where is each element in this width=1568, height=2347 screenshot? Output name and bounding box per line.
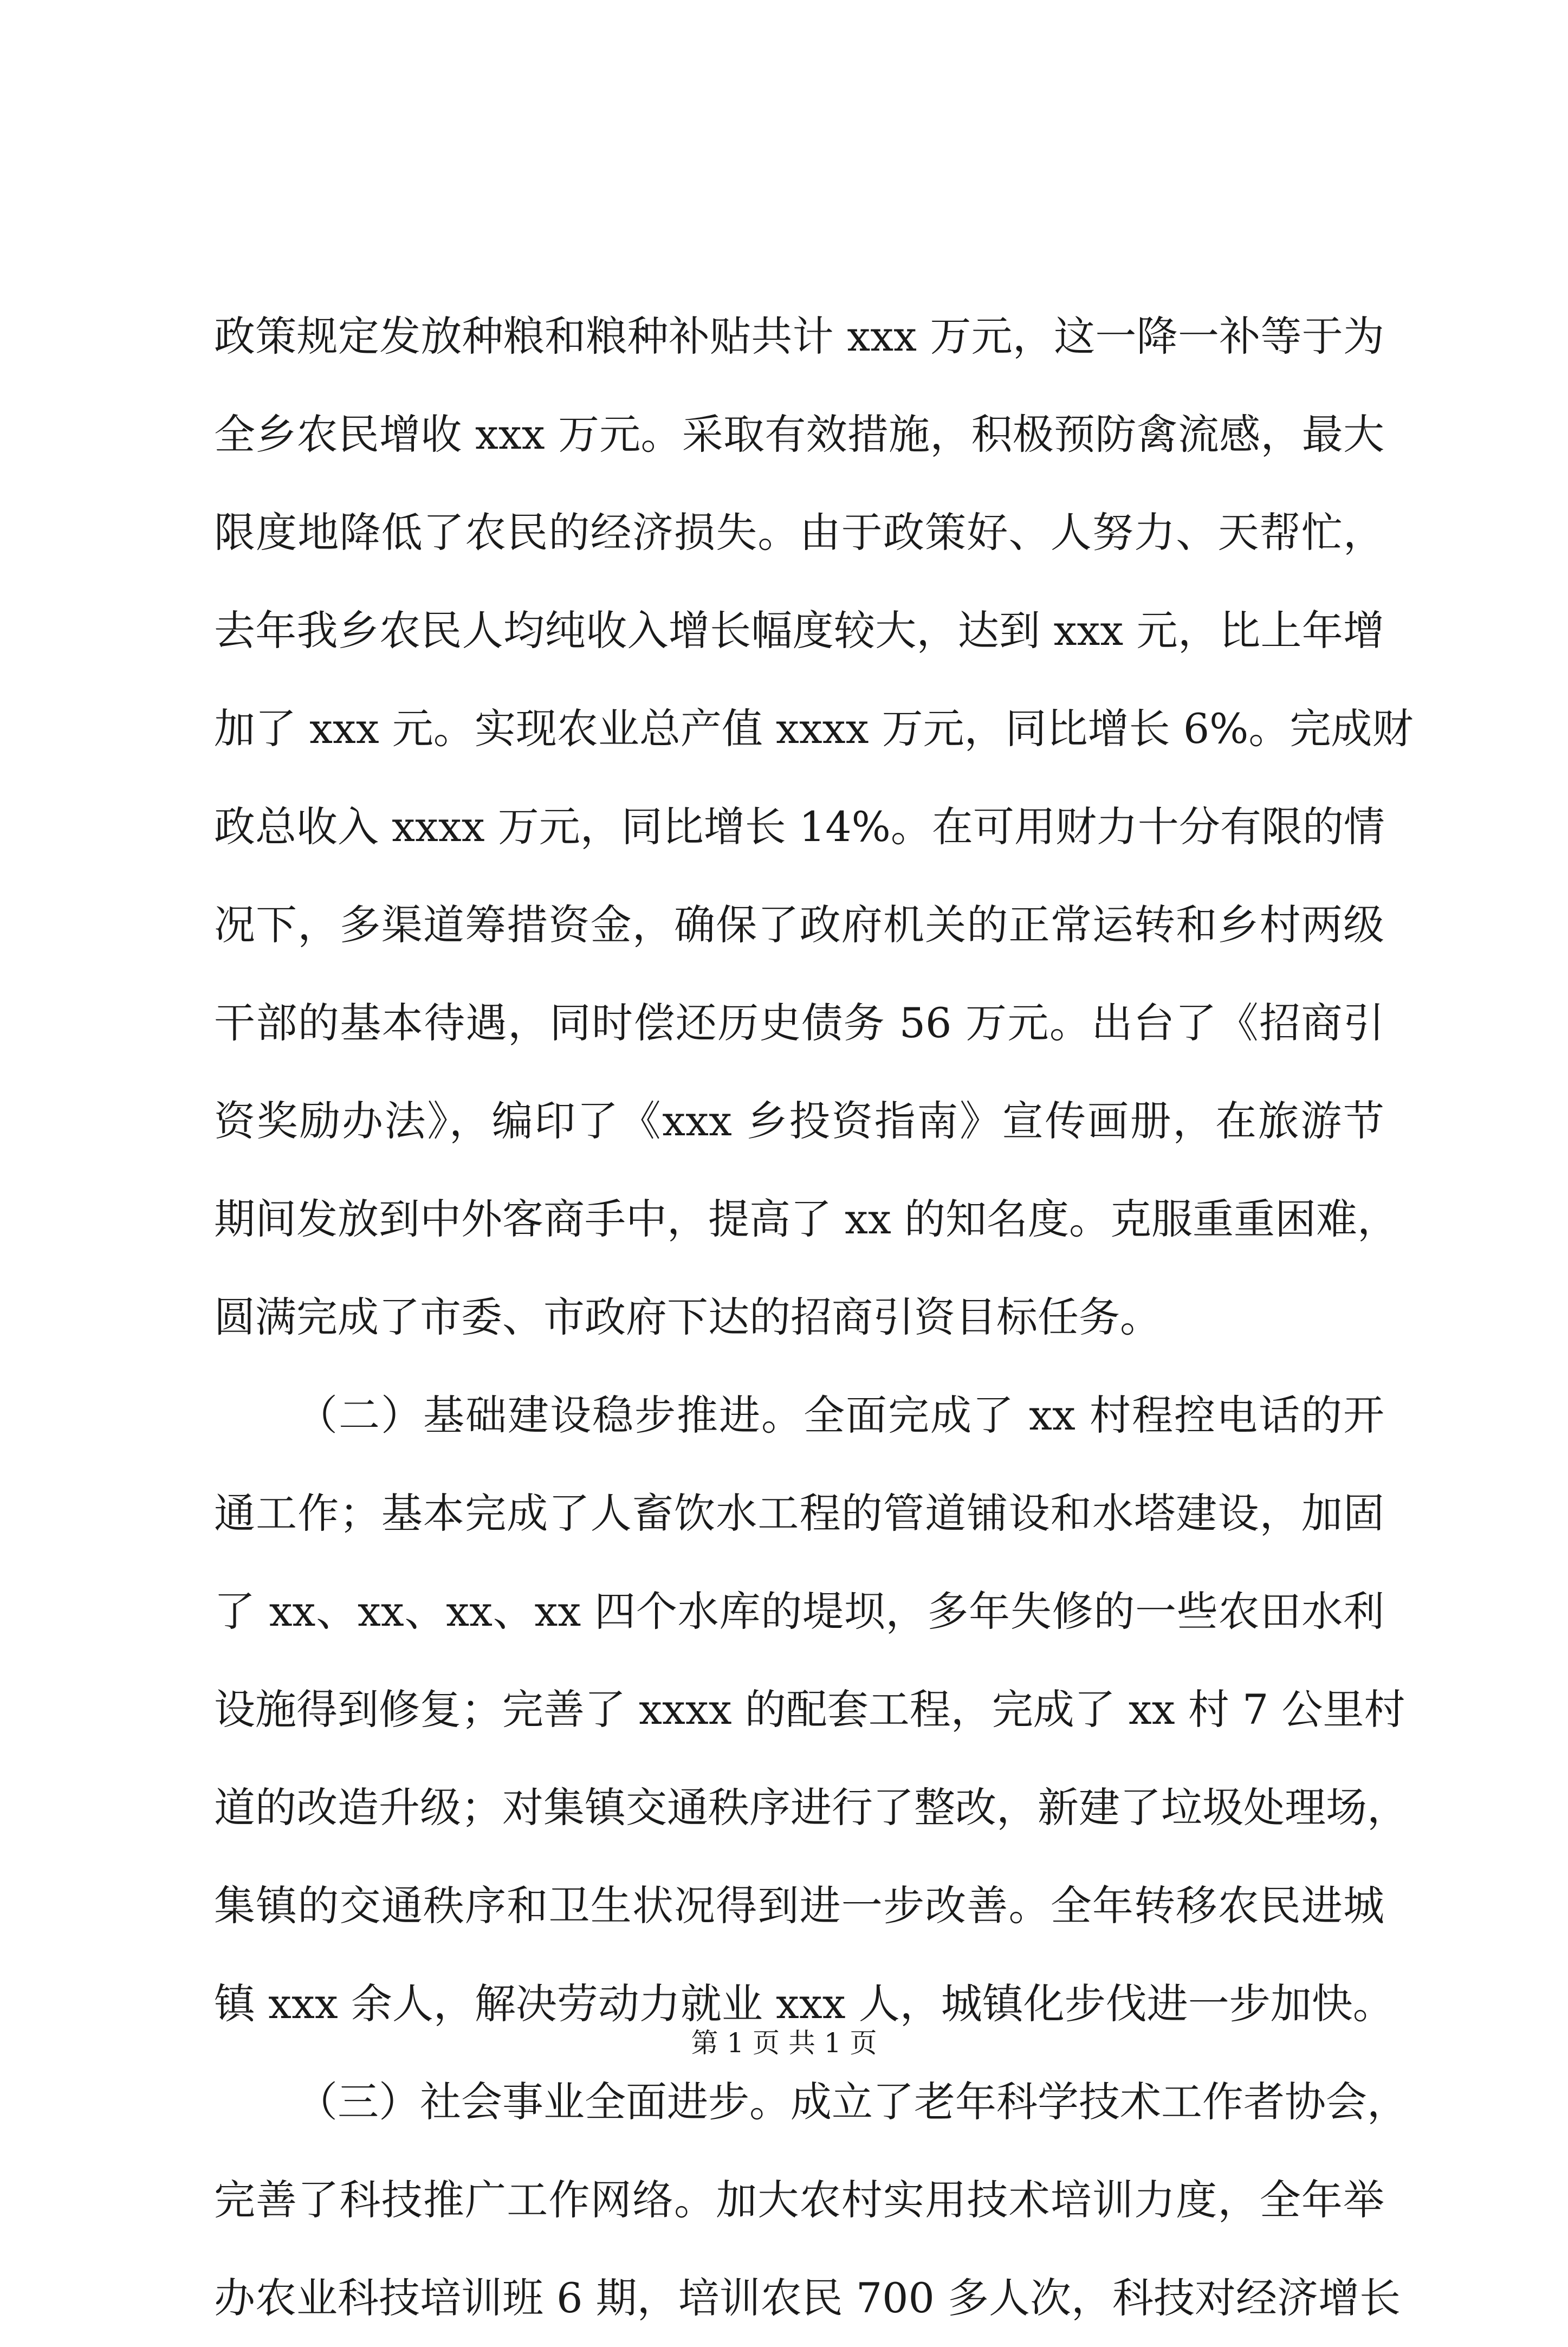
- paragraph-1-line: 限度地降低了农民的经济损失。由于政策好、人努力、天帮忙，: [214, 508, 1384, 557]
- paragraph-1-line: 加了 xxx 元。实现农业总产值 xxxx 万元，同比增长 6%。完成财: [214, 704, 1414, 753]
- paragraph-1-line: 全乡农民增收 xxx 万元。采取有效措施，积极预防禽流感，最大: [214, 410, 1384, 458]
- page-footer: 第 1 页 共 1 页: [691, 2027, 877, 2059]
- paragraph-2-line: 镇 xxx 余人，解决劳动力就业 xxx 人，城镇化步伐进一步加快。: [214, 1980, 1394, 2028]
- paragraph-1-line: 圆满完成了市委、市政府下达的招商引资目标任务。: [214, 1293, 1161, 1341]
- paragraph-1-line: 况下，多渠道筹措资金，确保了政府机关的正常运转和乡村两级: [214, 901, 1384, 949]
- paragraph-1-line: 政策规定发放种粮和粮种补贴共计 xxx 万元，这一降一补等于为: [214, 312, 1384, 360]
- paragraph-2-line: （二）基础建设稳步推进。全面完成了 xx 村程控电话的开: [296, 1391, 1384, 1439]
- paragraph-2-line: 了 xx、xx、xx、xx 四个水库的堤坝，多年失修的一些农田水利: [214, 1587, 1384, 1635]
- paragraph-3-line: 完善了科技推广工作网络。加大农村实用技术培训力度，全年举: [214, 2176, 1384, 2224]
- paragraph-1-line: 政总收入 xxxx 万元，同比增长 14%。在可用财力十分有限的情: [214, 803, 1385, 851]
- paragraph-1-line: 期间发放到中外客商手中，提高了 xx 的知名度。克服重重困难，: [214, 1195, 1399, 1243]
- paragraph-2-line: 通工作；基本完成了人畜饮水工程的管道铺设和水塔建设，加固: [214, 1489, 1384, 1537]
- paragraph-3-line: 办农业科技培训班 6 期，培训农民 700 多人次，科技对经济增长: [214, 2274, 1401, 2322]
- paragraph-1-line: 去年我乡农民人均纯收入增长幅度较大，达到 xxx 元，比上年增: [214, 606, 1384, 655]
- paragraph-2-line: 设施得到修复；完善了 xxxx 的配套工程，完成了 xx 村 7 公里村: [214, 1685, 1405, 1734]
- paragraph-3-line: （三）社会事业全面进步。成立了老年科学技术工作者协会，: [296, 2078, 1408, 2126]
- paragraph-1-line: 资奖励办法》，编印了《xxx 乡投资指南》宣传画册，在旅游节: [214, 1097, 1384, 1145]
- paragraph-2-line: 道的改造升级；对集镇交通秩序进行了整改，新建了垃圾处理场，: [214, 1783, 1408, 1832]
- paragraph-2-line: 集镇的交通秩序和卫生状况得到进一步改善。全年转移农民进城: [214, 1882, 1384, 1930]
- paragraph-1-line: 干部的基本待遇，同时偿还历史债务 56 万元。出台了《招商引: [214, 999, 1384, 1047]
